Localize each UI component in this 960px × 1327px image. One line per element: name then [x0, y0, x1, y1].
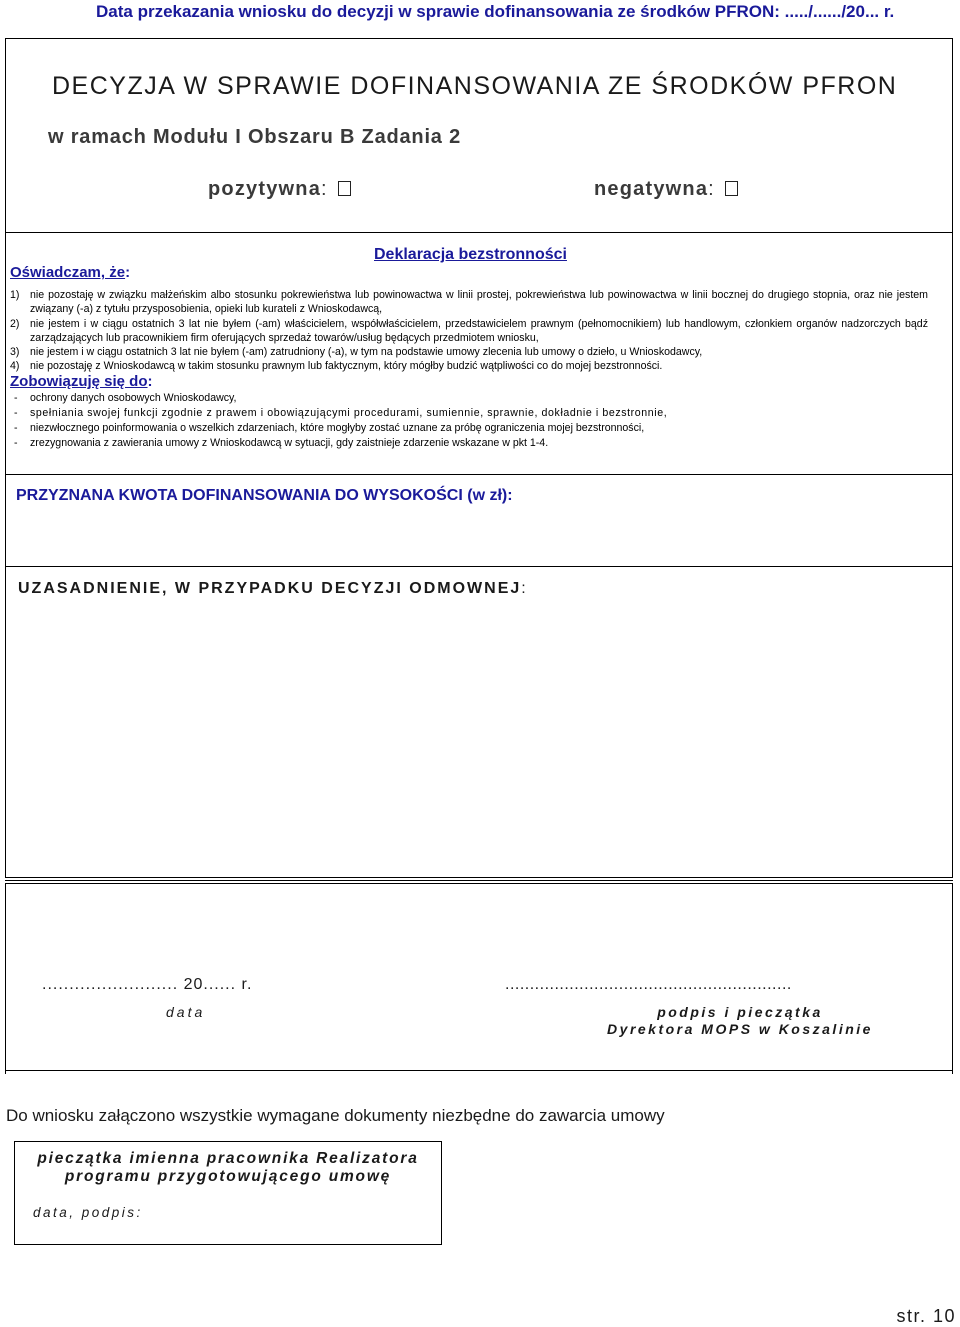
dash: -	[14, 392, 18, 404]
item-text: nie pozostaję z Wnioskodawcą w takim stosunku prawnym lub faktycznym, który mógłby budzić wątpliwości co do mojej bezstronności.	[30, 360, 663, 373]
item-text: nie jestem i w ciągu ostatnich 3 lat nie byłem (-am) właścicielem, współwłaścicielem, przedstawicielem prawnym (pełnomocnikiem) lub handlowym, członkiem organów nadzorczych bądź zarządzających lub pracownikiem firm oferujących sprzedaż towarów/usług będących przedmiotem wniosku,	[30, 317, 928, 344]
commitment-label: Zobowiązuję się do	[10, 373, 148, 390]
signature-label-line: podpis i pieczątka	[657, 1004, 823, 1020]
list-item	[14, 421, 914, 436]
list-item	[14, 406, 914, 421]
divider	[5, 884, 6, 1074]
commitment-text: spełniania swojej funkcji zgodnie z prawem i obowiązującymi procedurami, sumiennie, sprawnie, dokładnie i bezstronnie,	[30, 407, 668, 419]
colon: :	[125, 264, 131, 281]
commitment-text: niezwłocznego poinformowania o wszelkich zdarzeniach, które mogłyby zostać uznane za próbę ograniczenia mojej bezstronności,	[30, 422, 645, 434]
list-item	[14, 436, 914, 451]
commitment-list	[14, 391, 914, 451]
item-number: 4)	[10, 360, 20, 373]
negative-label: negatywna	[594, 178, 709, 200]
list-item	[10, 317, 928, 346]
stamp-title	[14, 1150, 442, 1186]
decision-subtitle: w ramach Modułu I Obszaru B Zadania 2	[48, 126, 462, 148]
item-number: 1)	[10, 289, 20, 301]
dash: -	[14, 422, 18, 434]
decision-title: DECYZJA W SPRAWIE DOFINANSOWANIA ZE ŚRODKÓW PFRON	[52, 72, 898, 100]
declaration-list	[10, 288, 928, 374]
item-number: 3)	[10, 346, 20, 359]
stamp-date-sign: data, podpis:	[33, 1205, 143, 1220]
list-item	[10, 288, 928, 317]
divider	[952, 884, 953, 1074]
date-field[interactable]: ......................... 20...... r.	[42, 976, 253, 993]
signature-label	[520, 1004, 960, 1038]
divider	[6, 566, 952, 567]
statement-heading	[10, 264, 130, 281]
list-item	[10, 345, 928, 359]
positive-option[interactable]	[208, 178, 351, 201]
dash: -	[14, 407, 18, 419]
negative-option[interactable]	[594, 178, 738, 201]
list-item	[10, 359, 928, 373]
stamp-line: pieczątka imienna pracownika Realizatora	[37, 1150, 419, 1167]
declaration-title: Deklaracja bezstronności	[374, 246, 567, 263]
list-item	[14, 391, 914, 406]
amount-label: PRZYZNANA KWOTA DOFINANSOWANIA DO WYSOKOŚCI (w zł):	[16, 487, 513, 504]
signature-label-line: Dyrektora MOPS w Koszalinie	[607, 1021, 873, 1037]
colon: :	[708, 178, 715, 200]
positive-checkbox[interactable]	[338, 181, 351, 196]
item-text: nie jestem i w ciągu ostatnich 3 lat nie byłem (-am) zatrudniony (-a), w tym na podstawie umowy zlecenia lub umowy o dzieło, u Wnioskodawcy,	[30, 346, 703, 359]
positive-label: pozytywna	[208, 178, 322, 200]
commitment-text: zrezygnowania z zawierania umowy z Wnioskodawcą w sytuacji, gdy zaistnieje zdarzenie wskazane w pkt 1-4.	[30, 437, 549, 449]
justification-heading	[18, 580, 528, 598]
colon: :	[147, 373, 153, 390]
item-number: 2)	[10, 317, 20, 330]
transfer-date-line: Data przekazania wniosku do decyzji w sprawie dofinansowania ze środków PFRON: ...../....../20... r.	[96, 2, 895, 21]
decision-frame	[5, 38, 953, 878]
divider	[5, 1070, 953, 1071]
attachments-note: Do wniosku załączono wszystkie wymagane dokumenty niezbędne do zawarcia umowy	[6, 1106, 665, 1125]
negative-checkbox[interactable]	[725, 181, 738, 196]
commitment-text: ochrony danych osobowych Wnioskodawcy,	[30, 392, 237, 404]
divider	[6, 232, 952, 233]
divider	[6, 474, 952, 475]
commitment-heading	[10, 373, 153, 390]
justification-label: UZASADNIENIE, W PRZYPADKU DECYZJI ODMOWNEJ	[18, 580, 522, 597]
item-text: nie pozostaję w związku małżeńskim albo stosunku pokrewieństwa lub powinowactwa w linii prostej, pokrewieństwa lub powinowactwa w linii bocznej do drugiego stopnia, oraz nie jestem związany (-a) z tytułu przysposobienia, opieki lub kurateli z Wnioskodawcą,	[30, 289, 928, 316]
dash: -	[14, 437, 18, 449]
colon: :	[521, 580, 528, 597]
date-label: data	[166, 1004, 206, 1020]
signature-field[interactable]: ..........................................................	[505, 976, 792, 993]
colon: :	[321, 178, 328, 200]
stamp-line: programu przygotowującego umowę	[64, 1168, 392, 1185]
statement-label: Oświadczam, że	[10, 264, 126, 281]
page-number: str. 10	[896, 1306, 956, 1326]
